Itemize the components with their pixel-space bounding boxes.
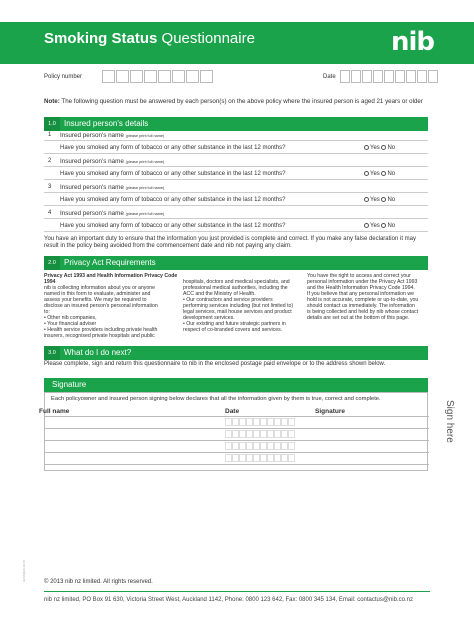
section-2-title: Privacy Act Requirements [64,258,156,267]
section-3-header: 3.0 What do I do next? [44,346,428,360]
privacy-line: should contact us immediately. The information [307,303,415,309]
privacy-line: is being collected and held by nib whose contact [307,309,419,315]
section-1-header: 1.0 Insured person's details [44,117,428,131]
privacy-line: respect of co-branded covers and services. [183,327,283,333]
page-title: Smoking Status Questionnaire [44,30,255,47]
privacy-line: nib is collecting information about you or anyone [44,285,156,291]
privacy-line: disclose an insured person's personal information [44,303,158,309]
privacy-line: details are set out at the bottom of this page. [307,315,410,321]
privacy-line: to: [44,309,50,315]
name-field[interactable]: Insured person's name (please print full name) [60,184,165,191]
privacy-line: hold is not accurate, complete or up-to-date, you [307,297,419,303]
privacy-line: insurers, recognised private hospitals and public [44,333,155,339]
name-field[interactable]: Insured person's name (please print full name) [60,132,165,139]
note: Note: The following question must be answered by each person(s) on the above policy where the insured person is aged 21 years or older [44,98,423,105]
instructions: Please complete, sign and return this questionnaire to nib in the enclosed postage paid envelope or to the address shown below. [44,361,386,367]
privacy-line: • Your financial adviser [44,321,97,327]
signature-header: Signature [44,378,428,392]
footer-divider [44,591,430,592]
privacy-line: • Our existing and future strategic partners in [183,321,286,327]
date-label: Date [323,74,336,80]
privacy-line: professional medical authorities, including the [183,285,288,291]
privacy-line: legal services, mail house services and product [183,309,292,315]
privacy-line: If you believe that any personal information we [307,291,414,297]
yes-no-options[interactable]: Yes No [364,171,395,177]
yes-no-options[interactable]: Yes No [364,145,395,151]
date-field[interactable] [225,454,295,462]
privacy-line: You have the right to access and correct your [307,273,411,279]
privacy-line: development services. [183,315,235,321]
name-field[interactable]: Insured person's name (please print full name) [60,210,165,217]
yes-no-options[interactable]: Yes No [364,197,395,203]
privacy-line: personal information under the Privacy Act 1993 [307,279,418,285]
duty-statement: You have an important duty to ensure that the information you just provided is complete and correct. If you make any false declaration it may result in the policy being avoided from the commencement date and nib not paying any claim. [44,236,416,249]
header-bar [0,22,474,64]
nib-logo: nib [390,27,434,57]
yes-no-options[interactable]: Yes No [364,223,395,229]
privacy-line: performing services including (but not limited to) [183,303,294,309]
date-field[interactable] [225,418,295,426]
privacy-line: assess your benefits. We may be required to [44,297,147,303]
form-code: nibSSQ09 10-15 [22,560,26,583]
privacy-line: named in this form to evaluate, administer and [44,291,151,297]
date-field[interactable] [225,442,295,450]
privacy-line: • Other nib companies, [44,315,97,321]
privacy-line: • Health service providers including private health [44,327,158,333]
name-field[interactable]: Insured person's name (please print full name) [60,158,165,165]
privacy-line: hospitals, doctors and medical specialists, and [183,279,290,285]
policy-number-field[interactable] [102,70,214,83]
section-2-header: 2.0 Privacy Act Requirements [44,256,428,270]
date-field[interactable] [340,70,439,83]
copyright: © 2013 nib nz limited. All rights reserved. [44,579,153,585]
signature-table: Each policyowner and insured person signing below declares that all the information given by them is true, correct and complete. Full name Date Signature [44,392,428,471]
privacy-line: ACC and the Ministry of Health. [183,291,256,297]
policy-row [44,70,434,84]
section-1-title: Insured person's details [64,119,149,128]
sign-here-label: Sign here [444,400,455,443]
privacy-line: and the Health Information Privacy Code 1994. [307,285,415,291]
footer-contact: nib nz limited, PO Box 91 630, Victoria Street West, Auckland 1142, Phone: 0800 123 642, Fax: 0800 345 134, Email: contactus@nib.co.nz [44,597,413,603]
policy-number-label: Policy number [44,74,83,80]
date-field[interactable] [225,430,295,438]
privacy-line: • Our contractors and service providers [183,297,273,303]
section-3-title: What do I do next? [64,348,132,357]
